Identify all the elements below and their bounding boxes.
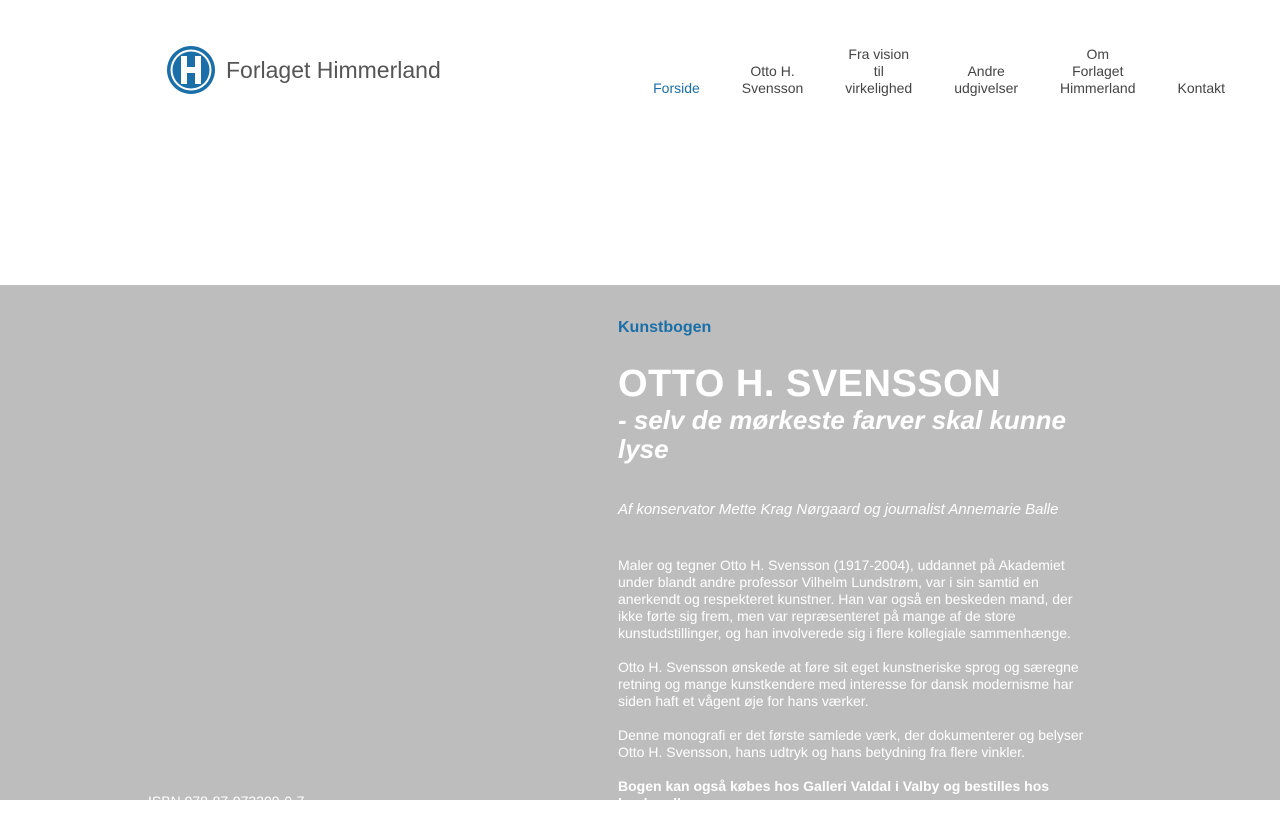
nav-item-fra-vision-til-virkelighed[interactable]: Fra vision til virkelighed [845, 46, 913, 96]
nav-item-kontakt[interactable]: Kontakt [1177, 80, 1225, 96]
hero-section [0, 285, 1280, 811]
description-paragraph: Denne monografi er det første samlede værk, der dokumenterer og belyser Otto H. Svensson, hans udtryk og hans betydning fra flere vinkler. [618, 727, 1084, 760]
purchase-note: Bogen kan også købes hos Galleri Valdal i Valby og bestilles hos boghandlerne. [618, 778, 1050, 811]
book-subtitle: - selv de mørkeste farver skal kunne lyse [618, 405, 1067, 464]
nav-item-otto-h-svensson[interactable]: Otto H. Svensson [741, 63, 804, 96]
book-authors: Af konservator Mette Krag Nørgaard og journalist Annemarie Balle [618, 501, 1059, 518]
site-title: Forlaget Himmerland [226, 56, 441, 83]
section-kicker: Kunstbogen [618, 319, 712, 336]
site-logo-link[interactable] [166, 45, 441, 95]
nav-item-andre-udgivelser[interactable]: Andre udgivelser [954, 63, 1019, 96]
nav-item-om-forlaget-himmerland[interactable]: Om Forlaget Himmerland [1060, 46, 1136, 96]
h-circle-logo-icon [166, 45, 216, 95]
main-nav [653, 45, 1225, 97]
description-paragraph: Otto H. Svensson ønskede at føre sit eget kunstneriske sprog og særegne retning og mange kunstkendere med interesse for dansk modernisme har siden haft et vågent øje for hans værker. [618, 659, 1079, 709]
description-paragraph: Maler og tegner Otto H. Svensson (1917-2004), uddannet på Akademiet under blandt andre professor Vilhelm Lundstrøm, var i sin samtid en anerkendt og respekteret kunstner. Han var også en beskeden mand, der ikke førte sig frem, men var repræsenteret på mange af de store kunstudstillinger, og han involverede sig i flere kollegiale sammenhænge. [618, 557, 1073, 641]
site-header [0, 0, 1280, 285]
book-description [618, 318, 1088, 829]
isbn-text: ISBN 978-87-973209-0-7 [148, 793, 305, 809]
book-title: OTTO H. SVENSSON [618, 363, 1002, 405]
nav-item-forside[interactable]: Forside [653, 80, 700, 96]
